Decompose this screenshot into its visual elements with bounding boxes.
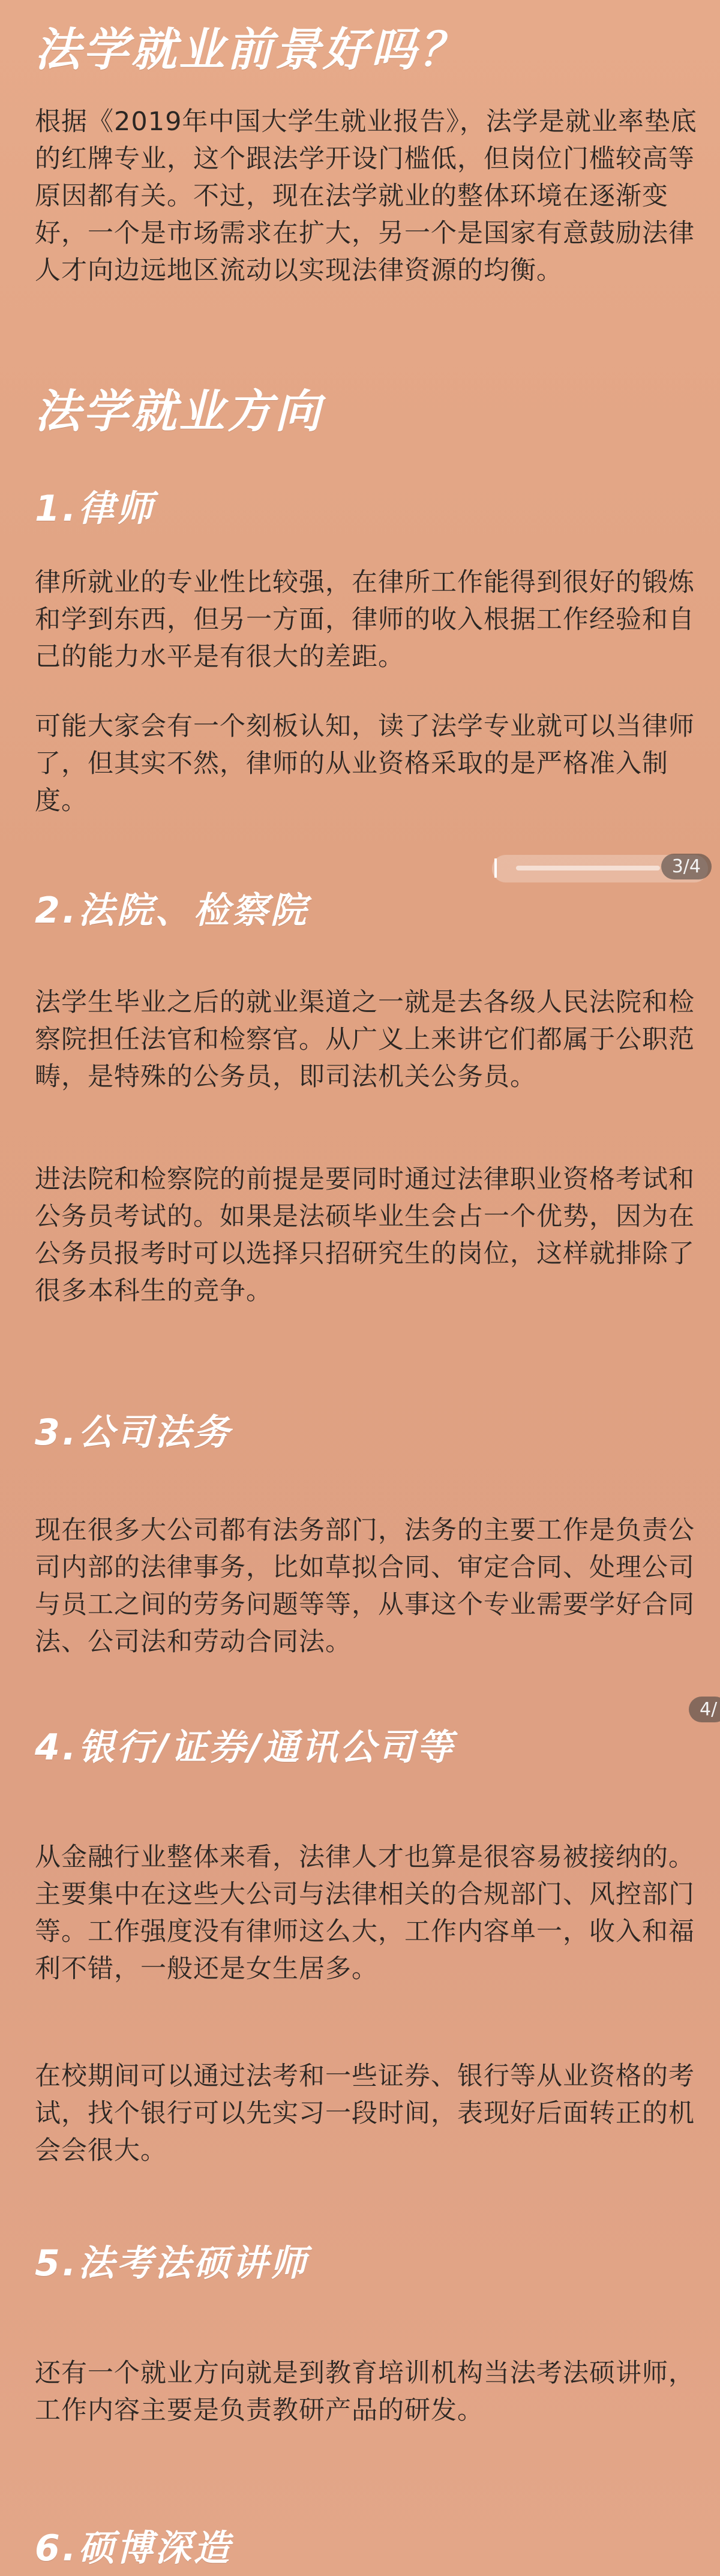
court-paragraph-2: 进法院和检察院的前提是要同时通过法律职业资格考试和公务员考试的。如果是法硕毕业生会占一个优势，因为在公务员报考时可以选择只招研究生的岗位，这样就排除了很多本科生的竞争。: [35, 1164, 695, 1306]
finance-paragraph-1: 从金融行业整体来看，法律人才也算是很容易被接纳的。主要集中在这些大公司与法律相关的合规部门、风控部门等。工作强度没有律师这么大，工作内容单一，收入和福利不错，一般还是女生居多。: [35, 1842, 695, 1984]
indicator-tick-icon: [494, 858, 502, 878]
page-counter-badge: 3/4: [661, 854, 712, 879]
section-heading-corporate-legal: 3.公司法务: [35, 1412, 232, 1454]
intro-paragraph: 根据《2019年中国大学生就业报告》，法学是就业率垫底的红牌专业，这个跟法学开设门槛低，但岗位门槛较高等原因都有关。不过，现在法学就业的整体环境在逐渐变好，一个是市场需求在扩大，另一个是国家有意鼓励法律人才向边远地区流动以实现法律资源的均衡。: [35, 107, 697, 286]
section-heading-court: 2.法院、检察院: [35, 890, 309, 932]
page-counter-badge-lower[interactable]: 4/: [689, 1697, 720, 1722]
section-heading-graduate-study: 6.硕博深造: [35, 2527, 232, 2569]
lawyer-paragraph-2: 可能大家会有一个刻板认知，读了法学专业就可以当律师了，但其实不然，律师的从业资格采取的是严格准入制度。: [35, 711, 695, 816]
lawyer-paragraph-1: 律所就业的专业性比较强，在律所工作能得到很好的锻炼和学到东西，但另一方面，律师的收入根据工作经验和自己的能力水平是有很大的差距。: [35, 568, 695, 672]
corporate-legal-paragraph: 现在很多大公司都有法务部门，法务的主要工作是负责公司内部的法律事务，比如草拟合同、审定合同、处理公司与员工之间的劳务问题等等，从事这个专业需要学好合同法、公司法和劳动合同法。: [35, 1515, 695, 1657]
section-title: 法学就业方向: [35, 385, 323, 438]
tutor-paragraph: 还有一个就业方向就是到教育培训机构当法考法硕讲师，工作内容主要是负责教研产品的研发。: [35, 2358, 695, 2425]
indicator-progress-bar: [516, 866, 660, 870]
section-heading-finance: 4.银行/证券/通讯公司等: [35, 1727, 455, 1769]
court-paragraph-1: 法学生毕业之后的就业渠道之一就是去各级人民法院和检察院担任法官和检察官。从广义上来讲它们都属于公职范畴，是特殊的公务员，即司法机关公务员。: [35, 987, 695, 1092]
finance-paragraph-2: 在校期间可以通过法考和一些证券、银行等从业资格的考试，找个银行可以先实习一段时间，表现好后面转正的机会会很大。: [35, 2061, 695, 2166]
page-indicator-strip[interactable]: [492, 855, 708, 882]
section-heading-lawyer: 1.律师: [35, 488, 155, 530]
page-title: 法学就业前景好吗？: [35, 23, 467, 76]
section-heading-tutor: 5.法考法硕讲师: [35, 2242, 309, 2284]
